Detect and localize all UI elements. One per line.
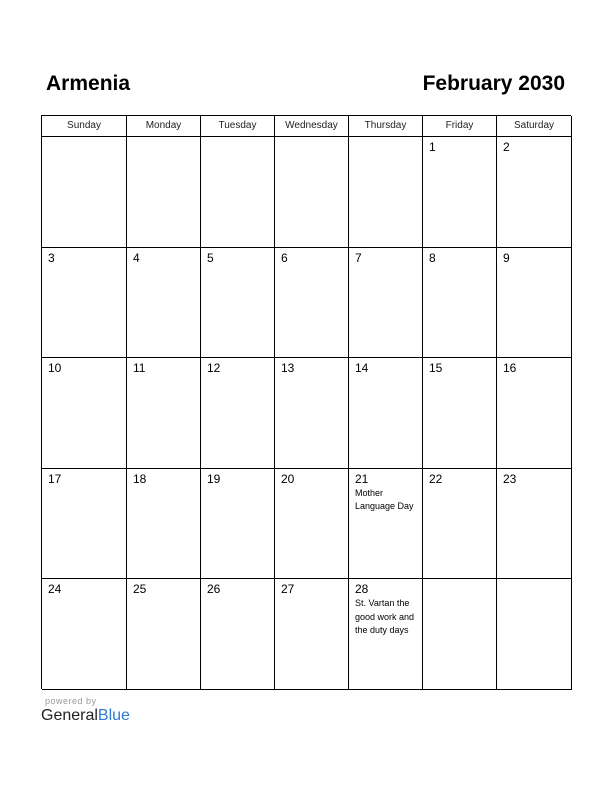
day-number: 8 <box>429 250 436 265</box>
day-cell <box>423 469 497 580</box>
day-cell <box>201 579 275 690</box>
weekday-monday: Monday <box>127 116 201 137</box>
day-cell <box>127 469 201 580</box>
day-number: 13 <box>281 361 295 376</box>
day-cell <box>275 579 349 690</box>
day-number: 17 <box>48 471 62 486</box>
weekday-header-row <box>42 116 571 137</box>
day-number: 2 <box>503 140 510 154</box>
brand-general-text: General <box>41 707 98 724</box>
day-number: 12 <box>207 361 221 376</box>
day-number: 24 <box>48 582 62 597</box>
week-row <box>42 579 571 690</box>
brand-logo[interactable] <box>41 707 130 725</box>
day-number: 11 <box>133 361 146 376</box>
day-cell <box>349 469 423 580</box>
week-row <box>42 248 571 359</box>
day-number: 25 <box>133 582 147 597</box>
day-number: 3 <box>48 250 55 265</box>
day-cell <box>42 579 127 690</box>
day-cell <box>275 248 349 359</box>
holiday-label: Mother Language Day <box>355 487 414 512</box>
footer <box>41 696 130 725</box>
day-number: 18 <box>133 471 147 486</box>
day-number: 16 <box>503 361 517 376</box>
day-number: 14 <box>355 361 369 376</box>
day-cell <box>42 358 127 469</box>
day-cell <box>497 579 572 690</box>
day-number: 23 <box>503 471 517 486</box>
day-number: 22 <box>429 471 443 486</box>
day-number: 21 <box>355 471 369 486</box>
weekday-wednesday: Wednesday <box>275 116 349 137</box>
calendar-grid <box>41 115 571 689</box>
day-cell <box>497 469 572 580</box>
day-cell <box>127 579 201 690</box>
day-number: 6 <box>281 250 288 265</box>
weekday-friday: Friday <box>423 116 497 137</box>
day-number: 28 <box>355 582 369 597</box>
day-number: 7 <box>355 250 362 265</box>
day-number: 20 <box>281 471 295 486</box>
day-number: 4 <box>133 250 140 265</box>
weekday-sunday: Sunday <box>42 116 127 137</box>
day-number: 27 <box>281 582 295 597</box>
week-row <box>42 469 571 580</box>
holiday-label: St. Vartan the good work and the duty days <box>355 598 415 636</box>
day-number: 1 <box>429 140 436 154</box>
day-number: 19 <box>207 471 221 486</box>
weekday-tuesday: Tuesday <box>201 116 275 137</box>
day-cell <box>497 248 572 359</box>
day-cell <box>349 248 423 359</box>
powered-by-label: powered by <box>45 696 97 706</box>
day-cell <box>201 248 275 359</box>
day-number: 5 <box>207 250 214 265</box>
day-cell <box>349 358 423 469</box>
day-cell <box>423 137 497 248</box>
day-cell <box>423 358 497 469</box>
day-number: 9 <box>503 250 510 265</box>
day-cell <box>201 137 275 248</box>
day-cell <box>423 248 497 359</box>
month-title: February 2030 <box>422 72 565 95</box>
day-cell <box>349 579 423 690</box>
day-number: 10 <box>48 361 62 376</box>
day-cell <box>275 469 349 580</box>
day-cell <box>349 137 423 248</box>
day-cell <box>275 358 349 469</box>
week-row <box>42 137 571 248</box>
day-cell <box>497 358 572 469</box>
day-number: 15 <box>429 361 443 376</box>
day-cell <box>42 137 127 248</box>
weekday-saturday: Saturday <box>497 116 572 137</box>
brand-blue-text: Blue <box>97 707 130 724</box>
week-row <box>42 358 571 469</box>
country-title: Armenia <box>46 72 131 95</box>
day-cell <box>127 137 201 248</box>
day-cell <box>497 137 572 248</box>
day-cell <box>42 469 127 580</box>
day-cell <box>201 358 275 469</box>
day-cell <box>127 358 201 469</box>
day-cell <box>42 248 127 359</box>
weekday-thursday: Thursday <box>349 116 423 137</box>
day-cell <box>275 137 349 248</box>
day-cell <box>423 579 497 690</box>
day-cell <box>127 248 201 359</box>
day-cell <box>201 469 275 580</box>
day-number: 26 <box>207 582 221 597</box>
